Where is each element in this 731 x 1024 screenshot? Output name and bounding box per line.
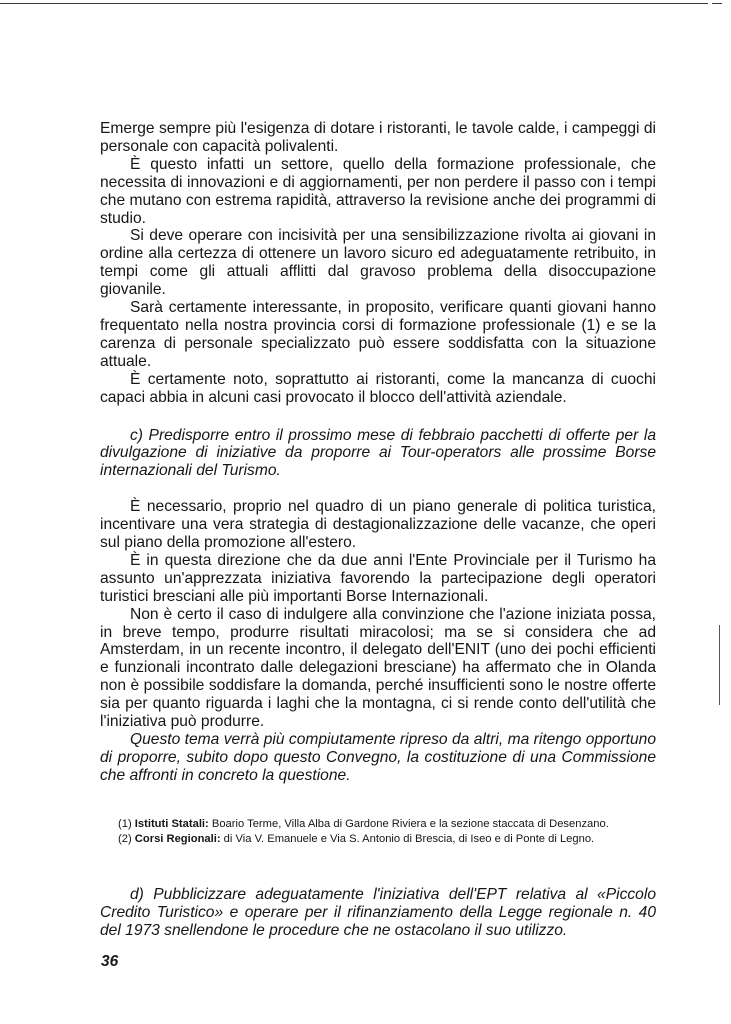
paragraph: È certamente noto, soprattutto ai ristoranti, come la mancanza di cuochi capaci abbia in alcuni casi provocato il blocco dell'attività aziendale. [100,370,656,406]
point-c-heading: c) Predisporre entro il prossimo mese di febbraio pacchetti di offerte per la divulgazione di iniziative da proporre ai Tour-operators alle prossime Borse internazionali del Turismo. [100,426,656,480]
footnote-text: di Via V. Emanuele e Via S. Antonio di Brescia, di Iseo e di Ponte di Legno. [220,833,595,846]
footnote-marker: (1) [118,817,132,830]
paragraph: È necessario, proprio nel quadro di un piano generale di politica turistica, incentivare una vera strategia di destagionalizzazione delle vacanze, che operi sul piano della promozione all'estero. [100,498,656,552]
top-rule [0,3,722,4]
paragraph: È in questa direzione che da due anni l'Ente Provinciale per il Turismo ha assunto un'apprezzata iniziativa favorendo la partecipazione degli operatori turistici bresciani alle più importanti Borse Internazionali. [100,551,656,605]
footnote-label: Corsi Regionali: [134,833,221,846]
footnote-1 [100,817,656,833]
paragraph: Emerge sempre più l'esigenza di dotare i ristoranti, le tavole calde, i campeggi di personale con capacità polivalenti. [100,120,656,155]
paragraph: Si deve operare con incisività per una sensibilizzazione rivolta ai giovani in ordine alla certezza di ottenere un lavoro sicuro ed adeguatamente retribuito, in tempi come gli attuali afflitti dal gravoso problema della disoccupazione giovanile. [100,227,656,299]
footnote-label: Istituti Statali: [134,817,209,830]
footnotes [100,817,656,848]
paragraph: Non è certo il caso di indulgere alla convinzione che l'azione iniziata possa, in breve tempo, produrre risultati miracolosi; ma se si considera che ad Amsterdam, in un recente incontro, il delegato dell'ENIT (uno dei pochi efficienti e funzionali incontrato dalle delegazioni bresciane) ha affermato che in Olanda non è possibile soddisfare la domanda, perché insufficienti sono le nostre offerte sia per quanto riguarda i laghi che la montagna, ci si rende conto dell'utilità che l'iniziativa può produrre. [100,605,656,731]
closing-italic-paragraph: Questo tema verrà più compiutamente ripreso da altri, ma ritengo opportuno di proporre, subito dopo questo Convegno, la costituzione di una Commissione che affronti in concreto la questione. [100,731,656,784]
page-number: 36 [101,953,119,970]
footnote-marker: (2) [118,833,132,846]
scan-margin-mark [719,625,720,705]
paragraph: È questo infatti un settore, quello della formazione professionale, che necessita di innovazioni e di aggiornamenti, per non perdere il passo con i tempi che mutano con estrema rapidità, attraverso la revisione anche dei programmi di studio. [100,155,656,227]
footnote-text: Boario Terme, Villa Alba di Gardone Riviera e la sezione staccata di Desenzano. [208,817,609,830]
top-rule-end [712,3,722,4]
footnote-2 [100,832,656,848]
page-body [100,120,656,940]
paragraph: Sarà certamente interessante, in proposito, verificare quanti giovani hanno frequentato nella nostra provincia corsi di formazione professionale (1) e se la carenza di personale specializzato può essere soddisfatta con la situazione attuale. [100,299,656,370]
point-d-heading: d) Pubblicizzare adeguatamente l'iniziativa dell'EPT relativa al «Piccolo Credito Turistico» e operare per il rifinanziamento della Legge regionale n. 40 del 1973 snellendone le procedure che ne ostacolano il suo utilizzo. [100,885,656,939]
